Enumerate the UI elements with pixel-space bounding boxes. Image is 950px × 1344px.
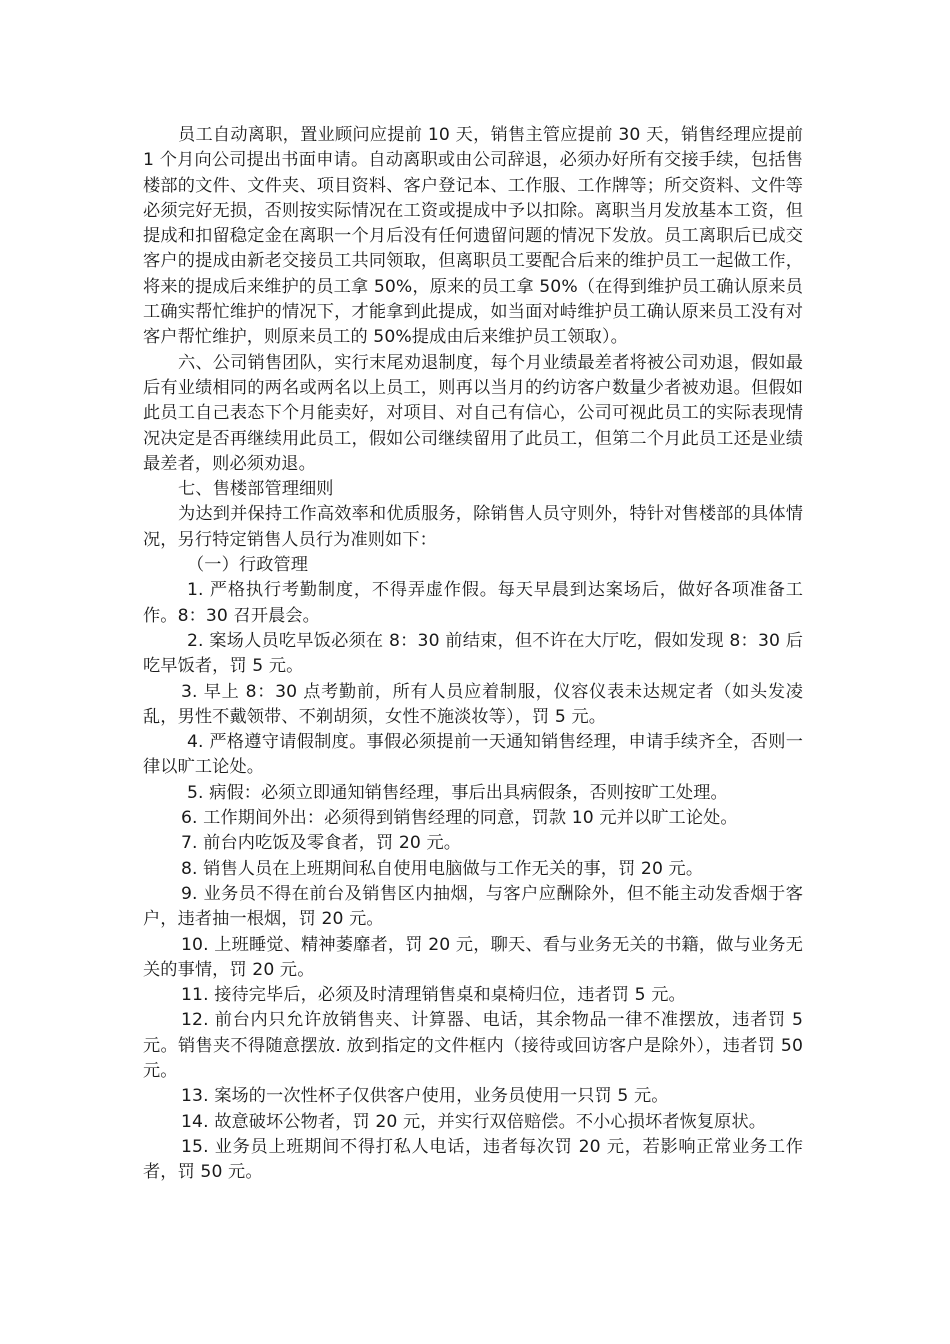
paragraph-resignation: 员工自动离职，置业顾问应提前 10 天，销售主管应提前 30 天，销售经理应提前 1 个月向公司提出书面申请。自动离职或由公司辞退，必须办好所有交接手续，包括售楼部的文件、文件夹、项目资料、客户登记本、工作服、工作牌等；所交资料、文件等必须完好无损，否则按实际情况在工资或提成中予以扣除。离职当月发放基本工资，但提成和扣留稳定金在离职一个月后没有任何遗留问题的情况下发放。员工离职后已成交客户的提成由新老交接员工共同领取，但离职员工要配合后来的维护员工一起做工作，将来的提成后来维护的员工拿 50%，原来的员工拿 50%（在得到维护员工确认原来员工确实帮忙维护的情况下，才能拿到此提成，如当面对峙维护员工确认原来员工没有对客户帮忙维护，则原来员工的 50%提成由后来维护员工领取）。: [143, 125, 803, 348]
rule-item-15: 15. 业务员上班期间不得打私人电话，违者每次罚 20 元，若影响正常业务工作者，罚 50 元。: [143, 1136, 803, 1183]
rule-item-1: 1. 严格执行考勤制度，不得弄虚作假。每天早晨到达案场后，做好各项准备工作。8：30 召开晨会。: [143, 580, 803, 626]
rule-item-5: 5. 病假：必须立即通知销售经理，事后出具病假条，否则按旷工处理。: [187, 782, 728, 803]
rule-item-11: 11. 接待完毕后，必须及时清理销售桌和桌椅归位，违者罚 5 元。: [181, 985, 686, 1006]
paragraph-intro: 为达到并保持工作高效率和优质服务，除销售人员守则外，特针对售楼部的具体情况，另行特定销售人员行为准则如下：: [143, 504, 803, 550]
rule-item-14: 14. 故意破坏公物者，罚 20 元，并实行双倍赔偿。不小心损坏者恢复原状。: [181, 1111, 767, 1132]
document-body: [143, 123, 803, 1185]
subsection-heading-admin: （一）行政管理: [187, 555, 309, 576]
rule-item-13: 13. 案场的一次性杯子仅供客户使用，业务员使用一只罚 5 元。: [181, 1086, 669, 1107]
rule-item-4: 4. 严格遵守请假制度。事假必须提前一天通知销售经理，申请手续齐全，否则一律以旷工论处。: [143, 732, 803, 778]
rule-item-8: 8. 销售人员在上班期间私自使用电脑做与工作无关的事，罚 20 元。: [181, 858, 704, 879]
rule-item-12: 12. 前台内只允许放销售夹、计算器、电话，其余物品一律不准摆放，违者罚 5 元。销售夹不得随意摆放. 放到指定的文件框内（接待或回访客户是除外），违者罚 50 元。: [143, 1010, 803, 1081]
rule-item-6: 6. 工作期间外出：必须得到销售经理的同意，罚款 10 元并以旷工论处。: [181, 808, 738, 829]
rule-item-7: 7. 前台内吃饭及零食者，罚 20 元。: [181, 833, 462, 854]
rule-item-2: 2. 案场人员吃早饭必须在 8：30 前结束，但不许在大厅吃，假如发现 8：30 后吃早饭者，罚 5 元。: [143, 630, 803, 677]
section-heading-seven: 七、售楼部管理细则: [178, 479, 334, 500]
paragraph-section-six: 六、公司销售团队，实行末尾劝退制度，每个月业绩最差者将被公司劝退，假如最后有业绩相同的两名或两名以上员工，则再以当月的约访客户数量少者被劝退。但假如此员工自己表态下个月能卖好，对项目、对自己有信心，公司可视此员工的实际表现情况决定是否再继续用此员工，假如公司继续留用了此员工，但第二个月此员工还是业绩最差者，则必须劝退。: [143, 352, 803, 474]
rule-item-3: 3. 早上 8：30 点考勤前，所有人员应着制服，仪容仪表未达规定者（如头发凌乱，男性不戴领带、不剃胡须，女性不施淡妆等），罚 5 元。: [143, 681, 803, 727]
rule-item-9: 9. 业务员不得在前台及销售区内抽烟，与客户应酬除外，但不能主动发香烟于客户，违者抽一根烟，罚 20 元。: [143, 883, 803, 930]
rule-item-10: 10. 上班睡觉、精神萎靡者，罚 20 元，聊天、看与业务无关的书籍，做与业务无关的事情，罚 20 元。: [143, 934, 803, 980]
